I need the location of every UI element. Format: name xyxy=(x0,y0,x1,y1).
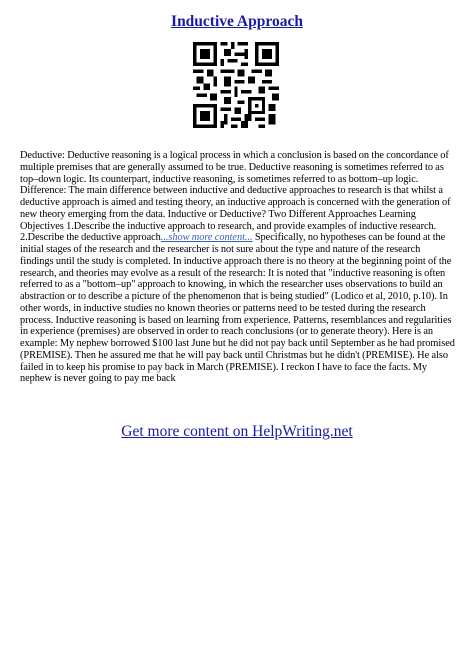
document-body xyxy=(20,150,456,385)
show-more-link[interactable]: ...show more content... xyxy=(160,232,253,244)
helpwriting-link[interactable]: Get more content on HelpWriting.net xyxy=(121,423,353,440)
qr-code-icon xyxy=(193,42,279,128)
body-paragraph-part1: Deductive: Deductive reasoning is a logical process in which a conclusion is based on the concordance of multiple premises that are generally assumed to be true. Deductive reasoning is sometimes referred to as top–down logic. Its counterpart, inductive reasoning, is sometimes referred to as bottom–up logic. Difference: The main difference between inductive and deductive approaches to research is that whilst a deductive approach is aimed and testing theory, an inductive approach is concerned with the generation of new theory emerging from the data. Inductive or Deductive? Two Different Approaches Learning Objectives 1.Describe the inductive approach to research, and provide examples of inductive research. 2.Describe the deductive approach xyxy=(20,150,451,244)
body-paragraph-part2: Specifically, no hypotheses can be found at the initial stages of the research and the researcher is not sure about the type and nature of the research findings until the study is completed. In inductive approach there is no theory at the beginning point of the research, and theories may evolve as a result of the research: It is noted that "inductive reasoning is often referred to as a "bottom–up" approach to knowing, in which the researcher uses observations to build an abstraction or to describe a picture of the phenomenon that is being studied" (Lodico et al, 2010, p.10). In other words, in inductive studies no known theories or patterns need to be tested during the research process. Inductive reasoning is based on learning from experience. Patterns, resemblances and regularities in experience (premises) are observed in order to reach conclusions (or to generate theory). Here is an example: My nephew borrowed $100 last June but he did not pay back until September as he had promised (PREMISE). Then he assured me that he will pay back until Christmas but he didn't (PREMISE). He also failed in to keep his promise to pay back in March (PREMISE). I reckon I have to face the facts. My nephew is never going to pay me back xyxy=(20,232,455,385)
document-title[interactable]: Inductive Approach xyxy=(171,13,303,30)
